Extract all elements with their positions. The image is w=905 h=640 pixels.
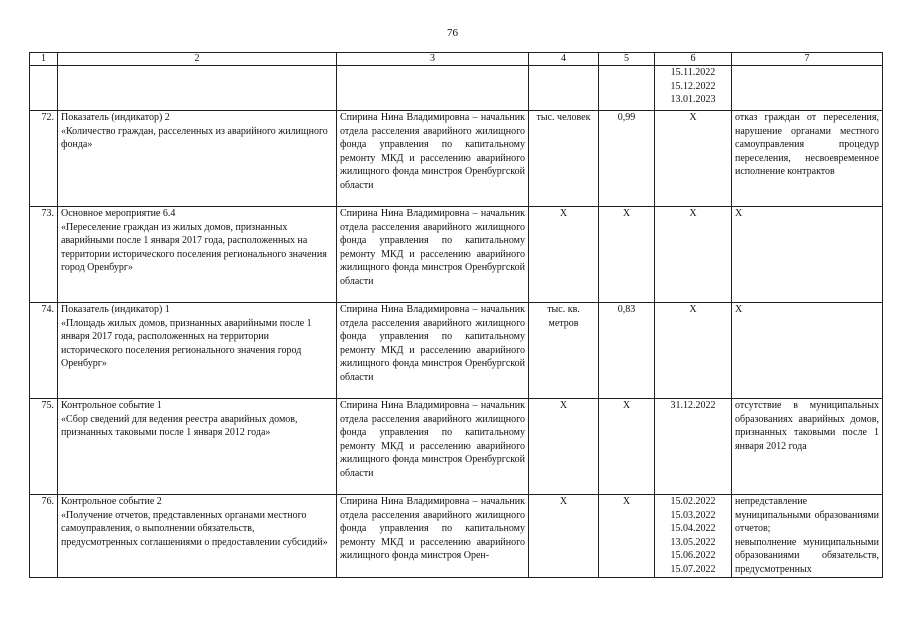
risk-description: Х <box>732 303 883 399</box>
deadline-dates <box>655 66 732 111</box>
column-header: 1 <box>30 53 58 66</box>
item-description: Показатель (индикатор) 2 «Количество граждан, расселенных из аварийного жилищного фонда» <box>58 111 337 207</box>
date-value: Х <box>689 304 697 315</box>
deadline-dates <box>655 495 732 578</box>
date-value: 13.01.2023 <box>670 94 716 106</box>
target-value: Х <box>599 399 655 495</box>
table-row <box>30 303 883 399</box>
date-value: 15.06.2022 <box>670 550 716 562</box>
table-row <box>30 495 883 578</box>
row-number: 72. <box>30 111 58 207</box>
unit-of-measure: Х <box>529 207 599 303</box>
risk-description: отсутствие в муниципальных образованиях аварийных домов, признанных таковыми после 1 января 2012 года <box>732 399 883 495</box>
item-description: Контрольное событие 2 «Получение отчетов, представленных органами местного самоуправления, о выполнении обязательств, предусмотренных соглашениями о предоставлении субсидий» <box>58 495 337 578</box>
column-header: 6 <box>655 53 732 66</box>
column-header: 4 <box>529 53 599 66</box>
responsible-person: Спирина Нина Владимировна – начальник отдела расселения аварийного жилищного фонда управления по капитальному ремонту МКД и расселению аварийного жилищного фонда минстроя Оренбургской области <box>337 303 529 399</box>
table-row <box>30 399 883 495</box>
unit-of-measure: Х <box>529 495 599 578</box>
column-header: 2 <box>58 53 337 66</box>
column-header: 5 <box>599 53 655 66</box>
risk-description: отказ граждан от переселения, нарушение органами местного самоуправления процедур переселения, несвоевременное исполнение контрактов <box>732 111 883 207</box>
responsible-person: Спирина Нина Владимировна – начальник отдела расселения аварийного жилищного фонда управления по капитальному ремонту МКД и расселению аварийного жилищного фонда минстроя Оренбургской области <box>337 207 529 303</box>
responsible-person: Спирина Нина Владимировна – начальник отдела расселения аварийного жилищного фонда управления по капитальному ремонту МКД и расселению аварийного жилищного фонда минстроя Оренбургской области <box>337 399 529 495</box>
deadline-dates <box>655 303 732 399</box>
deadline-dates <box>655 399 732 495</box>
date-value: 15.02.2022 <box>670 496 716 507</box>
row-number <box>30 66 58 111</box>
item-description: Показатель (индикатор) 1 «Площадь жилых домов, признанных аварийными после 1 января 2017 года, расположенных на территории исторического поселения регионального значения город Оренбург» <box>58 303 337 399</box>
table-header-row <box>30 53 883 66</box>
unit-of-measure: тыс. кв. метров <box>529 303 599 399</box>
risk-description <box>732 66 883 111</box>
row-number: 74. <box>30 303 58 399</box>
target-value: 0,83 <box>599 303 655 399</box>
responsible-person: Спирина Нина Владимировна – начальник отдела расселения аварийного жилищного фонда управления по капитальному ремонту МКД и расселению аварийного жилищного фонда минстроя Орен- <box>337 495 529 578</box>
column-header: 7 <box>732 53 883 66</box>
date-value: 15.12.2022 <box>670 80 716 92</box>
responsible-person <box>337 66 529 111</box>
row-number: 75. <box>30 399 58 495</box>
row-number: 76. <box>30 495 58 578</box>
responsible-person: Спирина Нина Владимировна – начальник отдела расселения аварийного жилищного фонда управления по капитальному ремонту МКД и расселению аварийного жилищного фонда минстроя Оренбургской области <box>337 111 529 207</box>
target-value: Х <box>599 495 655 578</box>
target-value: Х <box>599 207 655 303</box>
table-row <box>30 111 883 207</box>
date-value: Х <box>689 112 697 123</box>
table-row <box>30 66 883 111</box>
target-value: 0,99 <box>599 111 655 207</box>
page-number: 76 <box>447 27 458 39</box>
item-description: Основное мероприятие 6.4 «Переселение граждан из жилых домов, признанных аварийными после 1 января 2017 года, расположенных на территории исторического поселения регионального значения город Оренбург» <box>58 207 337 303</box>
table-row <box>30 207 883 303</box>
risk-description: непредставление муниципальными образованиями отчетов; невыполнение муниципальными образованиями обязательств, предусмотренных <box>732 495 883 578</box>
column-header: 3 <box>337 53 529 66</box>
item-description: Контрольное событие 1 «Сбор сведений для ведения реестра аварийных домов, признанных таковыми после 1 января 2012 года» <box>58 399 337 495</box>
unit-of-measure: Х <box>529 399 599 495</box>
deadline-dates <box>655 111 732 207</box>
risk-description: Х <box>732 207 883 303</box>
row-number: 73. <box>30 207 58 303</box>
target-value <box>599 66 655 111</box>
date-value: 15.04.2022 <box>670 523 716 535</box>
deadline-dates <box>655 207 732 303</box>
unit-of-measure: тыс. человек <box>529 111 599 207</box>
date-value: Х <box>689 208 697 219</box>
item-description <box>58 66 337 111</box>
date-value: 15.07.2022 <box>670 563 716 575</box>
date-value: 31.12.2022 <box>670 400 716 411</box>
document-table <box>29 52 883 578</box>
date-value: 15.11.2022 <box>670 67 716 78</box>
date-value: 15.03.2022 <box>670 509 716 521</box>
unit-of-measure <box>529 66 599 111</box>
date-value: 13.05.2022 <box>670 536 716 548</box>
